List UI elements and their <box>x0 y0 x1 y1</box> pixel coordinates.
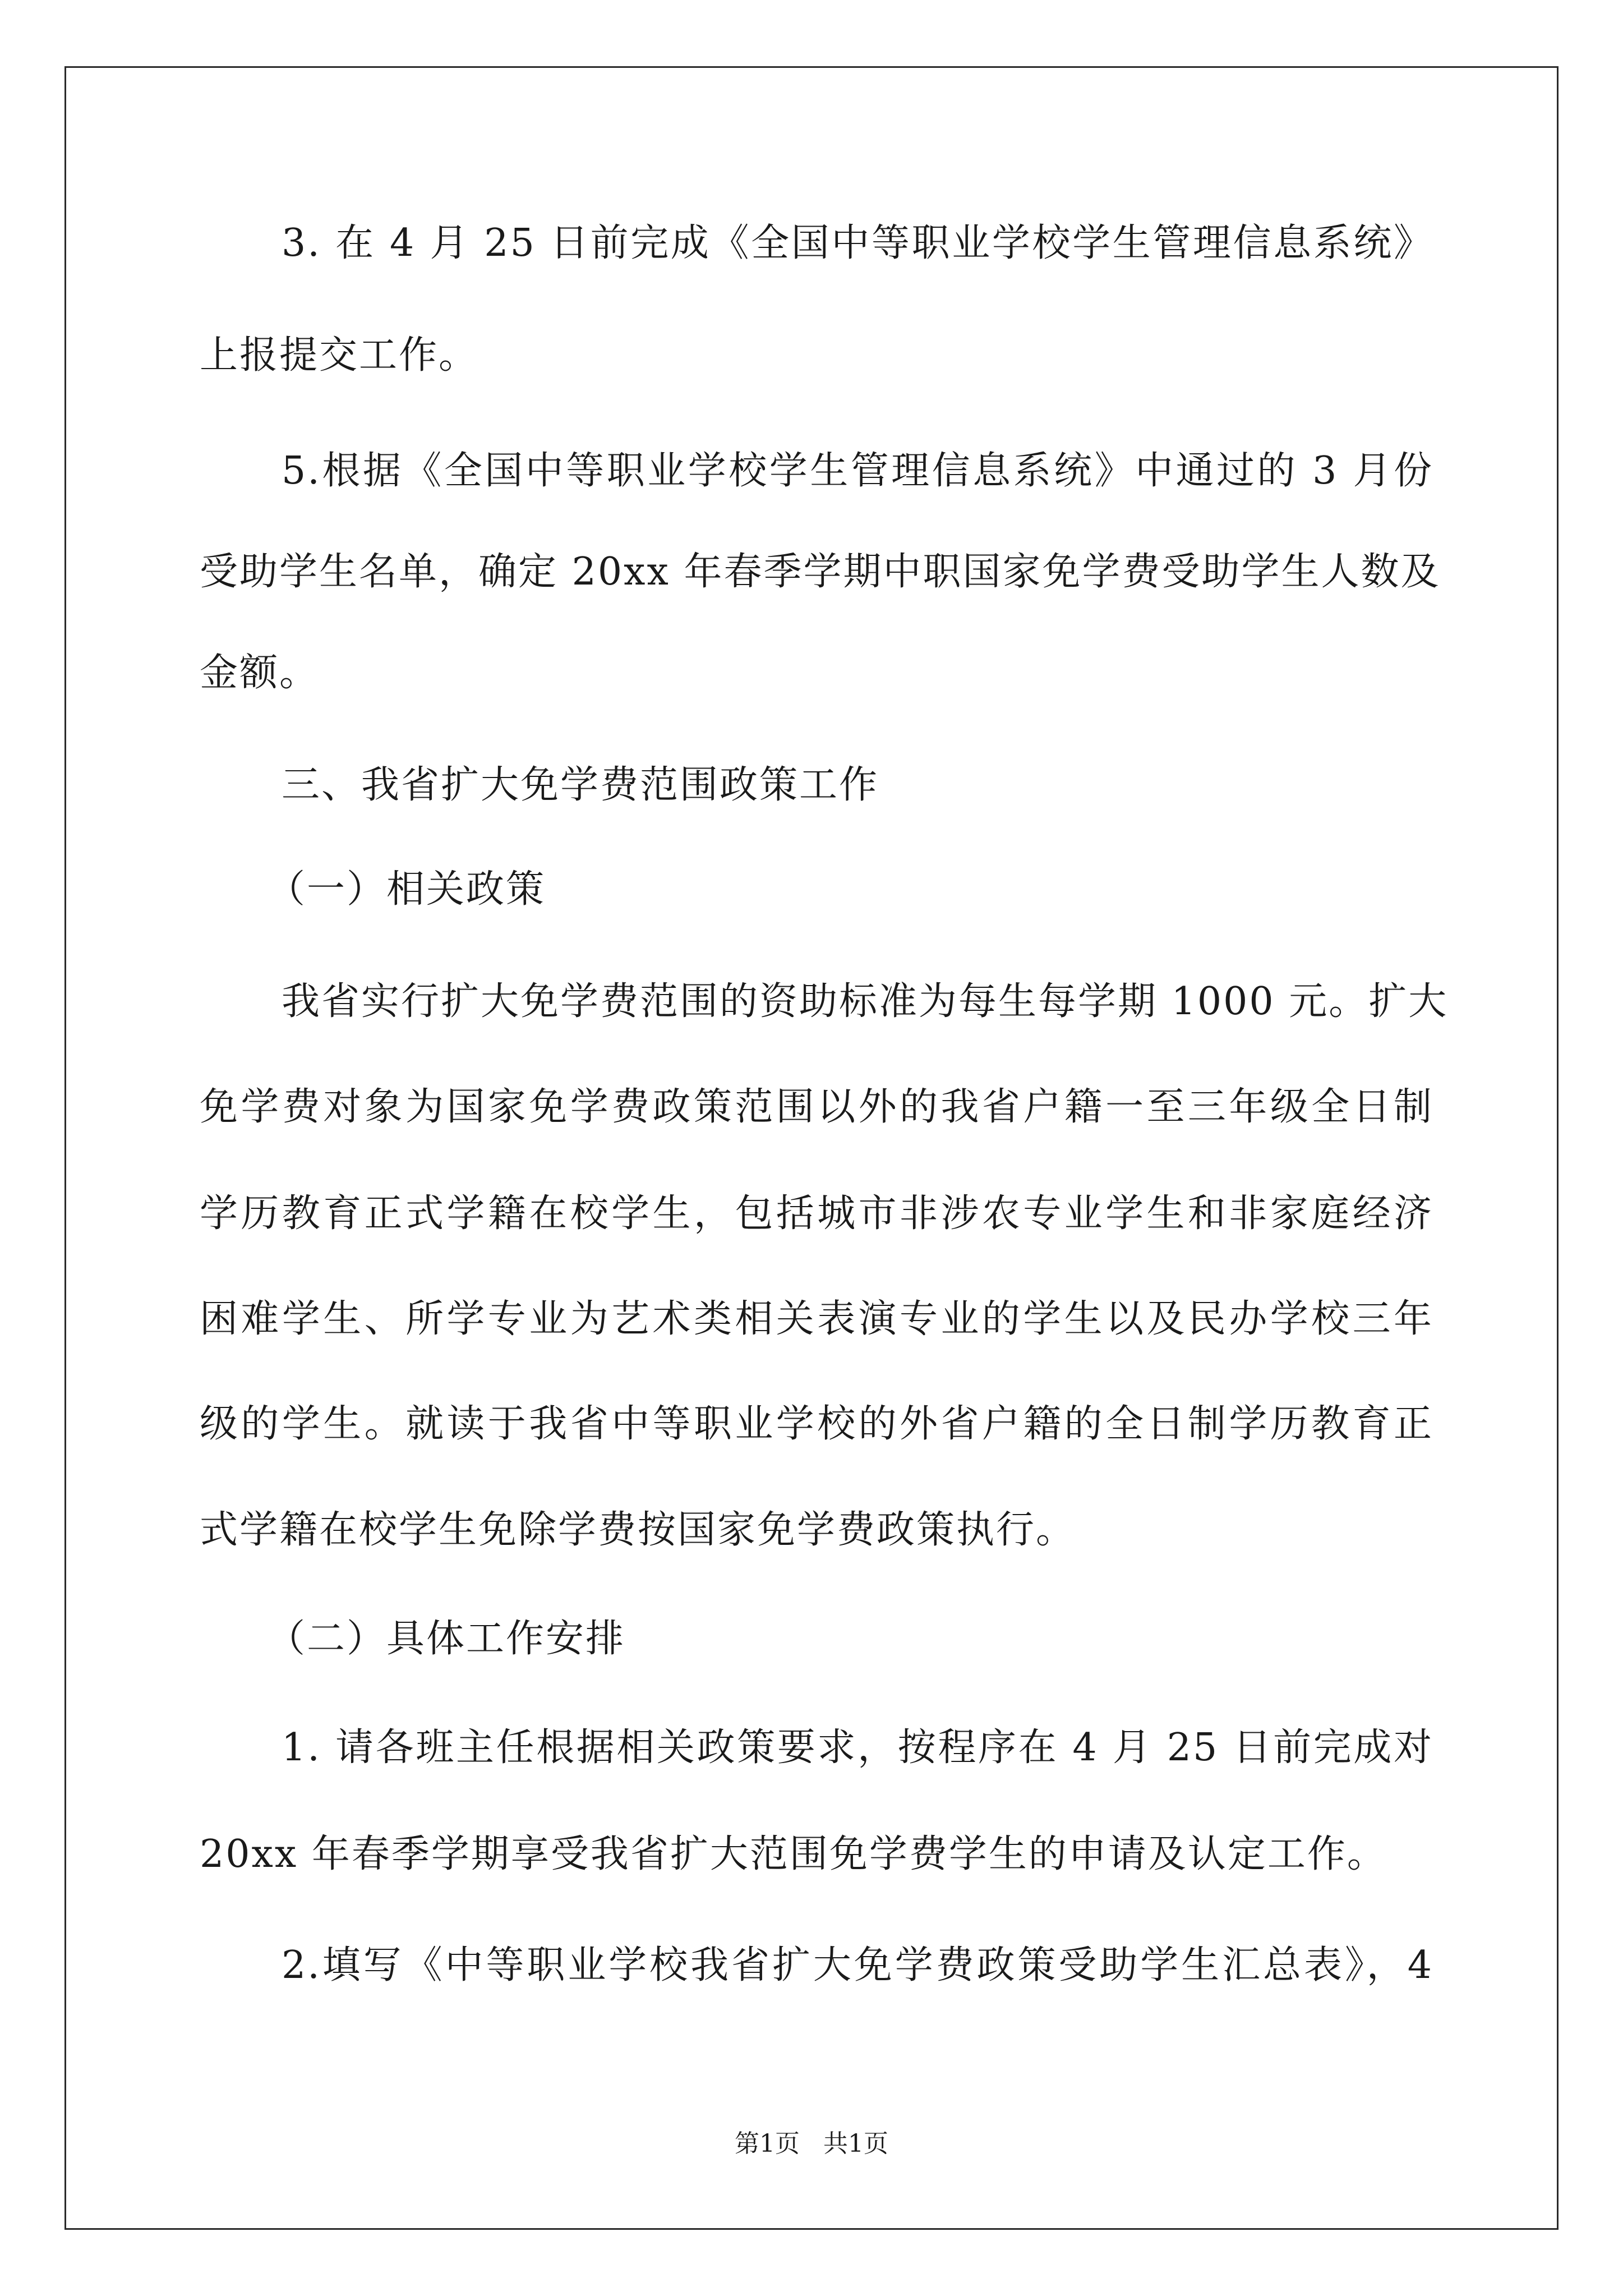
subsection-heading: （二）具体工作安排 <box>267 1617 626 1661</box>
text-line: 20xx 年春季学期享受我省扩大范围免学费学生的申请及认定工作。 <box>200 1832 1387 1876</box>
text-line: 受助学生名单，确定 20xx 年春季学期中职国家免学费受助学生人数及 <box>200 550 1441 594</box>
text-line: 2.填写《中等职业学校我省扩大免学费政策受助学生汇总表》，4 <box>282 1943 1433 1987</box>
text-line: 1. 请各班主任根据相关政策要求，按程序在 4 月 25 日前完成对 <box>282 1726 1433 1770</box>
page-border <box>64 66 1559 2230</box>
text-line: 上报提交工作。 <box>200 333 479 378</box>
section-heading: 三、我省扩大免学费范围政策工作 <box>282 763 879 807</box>
text-line: 免学费对象为国家免学费政策范围以外的我省户籍一至三年级全日制 <box>200 1085 1433 1129</box>
text-line: 5.根据《全国中等职业学校学生管理信息系统》中通过的 3 月份 <box>282 449 1433 493</box>
text-line: 金额。 <box>200 651 320 695</box>
text-line: 学历教育正式学籍在校学生，包括城市非涉农专业学生和非家庭经济 <box>200 1191 1433 1236</box>
text-line: 我省实行扩大免学费范围的资助标准为每生每学期 1000 元。扩大 <box>282 979 1449 1024</box>
text-line: 级的学生。就读于我省中等职业学校的外省户籍的全日制学历教育正 <box>200 1402 1433 1446</box>
subsection-heading: （一）相关政策 <box>267 867 546 912</box>
text-line: 式学籍在校学生免除学费按国家免学费政策执行。 <box>200 1508 1076 1552</box>
text-line: 困难学生、所学专业为艺术类相关表演专业的学生以及民办学校三年 <box>200 1297 1433 1341</box>
page-footer: 第1页 共1页 <box>735 2129 888 2158</box>
text-line: 3. 在 4 月 25 日前完成《全国中等职业学校学生管理信息系统》 <box>282 221 1433 265</box>
